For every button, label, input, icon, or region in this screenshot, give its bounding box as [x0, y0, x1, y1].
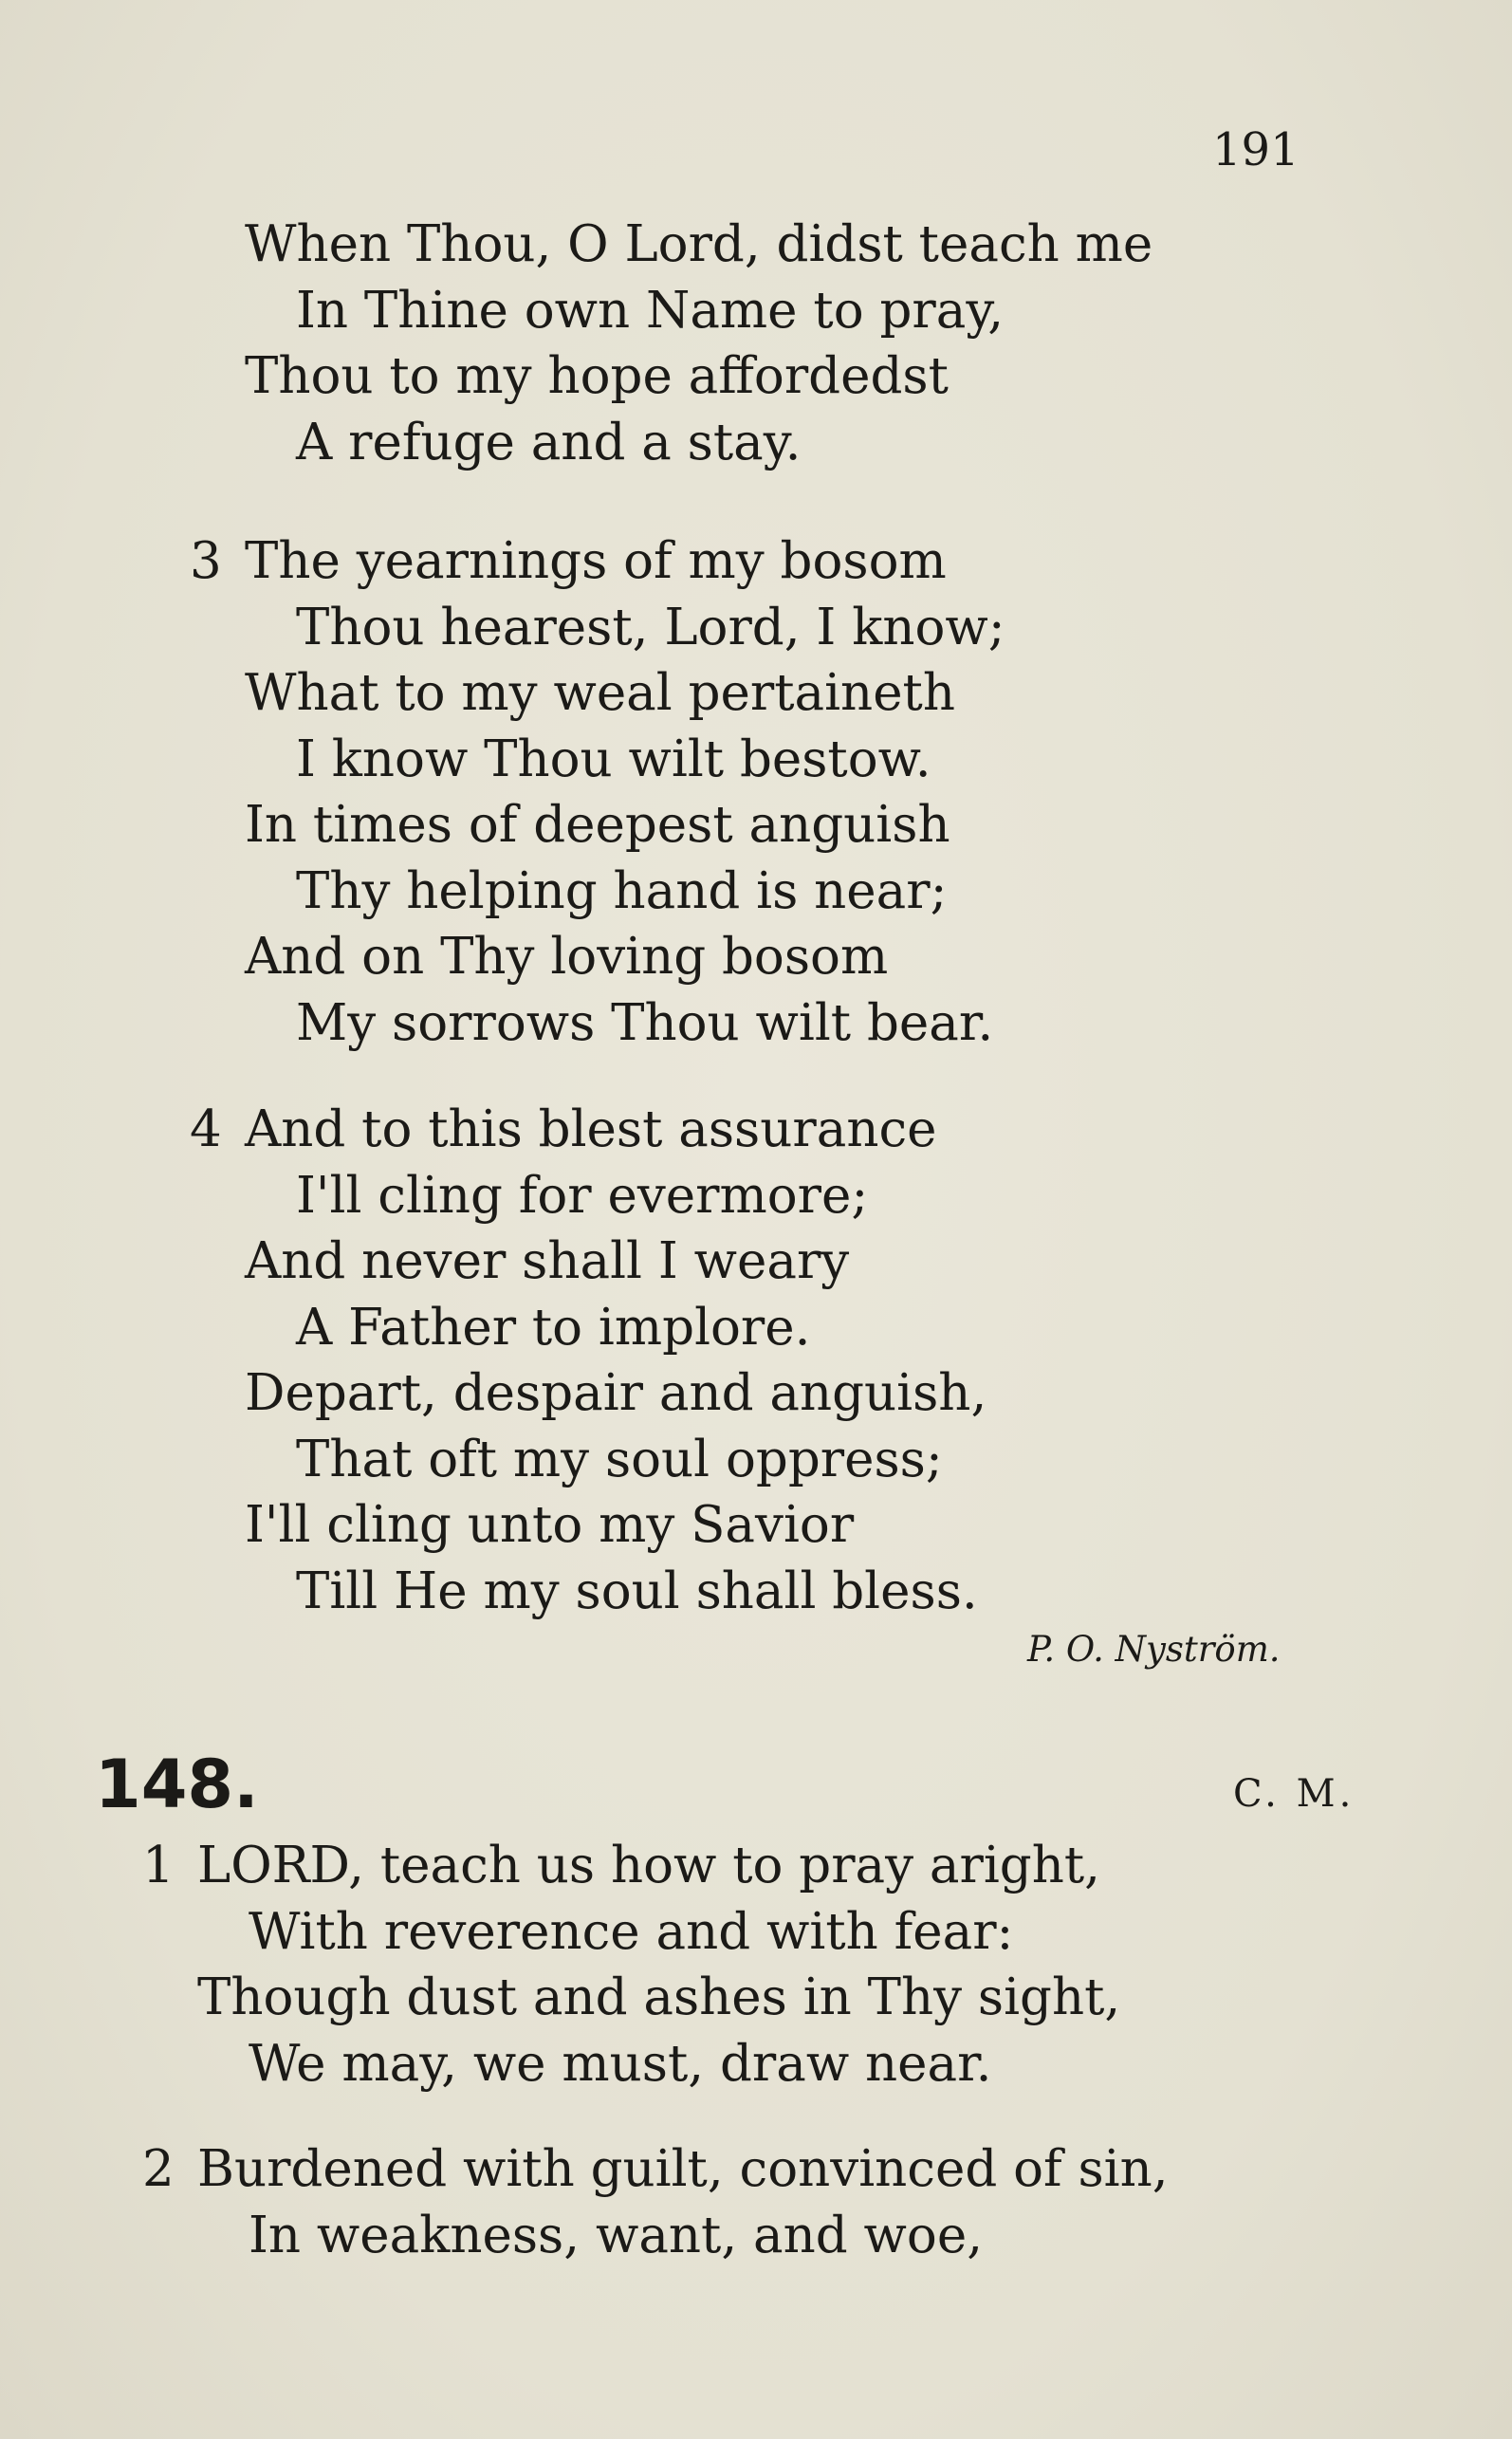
verse-line: The yearnings of my bosom — [245, 532, 947, 590]
verse-line: That oft my soul oppress; — [296, 1431, 943, 1488]
verse-line: In Thine own Name to pray, — [296, 282, 1005, 340]
verse-line: My sorrows Thou wilt bear. — [296, 994, 994, 1052]
stanza-number: 1 — [142, 1837, 175, 1894]
verse-line: What to my weal pertaineth — [245, 664, 955, 722]
verse-line: Though dust and ashes in Thy sight, — [197, 1968, 1121, 2026]
verse-line: LORD, teach us how to pray aright, — [197, 1837, 1101, 1894]
verse-line: In times of deepest anguish — [245, 796, 950, 854]
stanza-number: 3 — [190, 532, 222, 590]
verse-line: Till He my soul shall bless. — [296, 1562, 978, 1620]
author-attribution: P. O. Nyström. — [1027, 1629, 1281, 1670]
verse-line: When Thou, O Lord, didst teach me — [245, 215, 1153, 273]
verse-line: And never shall I weary — [245, 1232, 850, 1290]
verse-line: Thou to my hope affordedst — [245, 347, 949, 405]
page-number: 191 — [1212, 123, 1300, 176]
verse-line: And to this blest assurance — [245, 1100, 937, 1158]
hymn-number: 148. — [95, 1746, 259, 1823]
verse-line: I'll cling for evermore; — [296, 1167, 869, 1225]
verse-line: And on Thy loving bosom — [245, 928, 889, 986]
verse-line: Burdened with guilt, convinced of sin, — [197, 2140, 1169, 2198]
verse-line: With reverence and with fear: — [249, 1903, 1014, 1961]
verse-line: We may, we must, draw near. — [249, 2035, 992, 2093]
verse-line: Depart, despair and anguish, — [245, 1364, 987, 1422]
verse-line: I'll cling unto my Savior — [245, 1496, 855, 1554]
verse-line: Thy helping hand is near; — [296, 862, 948, 920]
verse-line: I know Thou wilt bestow. — [296, 730, 931, 788]
stanza-number: 4 — [190, 1100, 222, 1158]
verse-line: A Father to implore. — [296, 1299, 811, 1357]
hymn-meter: C. M. — [1233, 1772, 1355, 1816]
verse-line: Thou hearest, Lord, I know; — [296, 599, 1005, 656]
verse-line: A refuge and a stay. — [296, 414, 802, 471]
verse-line: In weakness, want, and woe, — [249, 2207, 984, 2264]
stanza-number: 2 — [142, 2140, 175, 2198]
